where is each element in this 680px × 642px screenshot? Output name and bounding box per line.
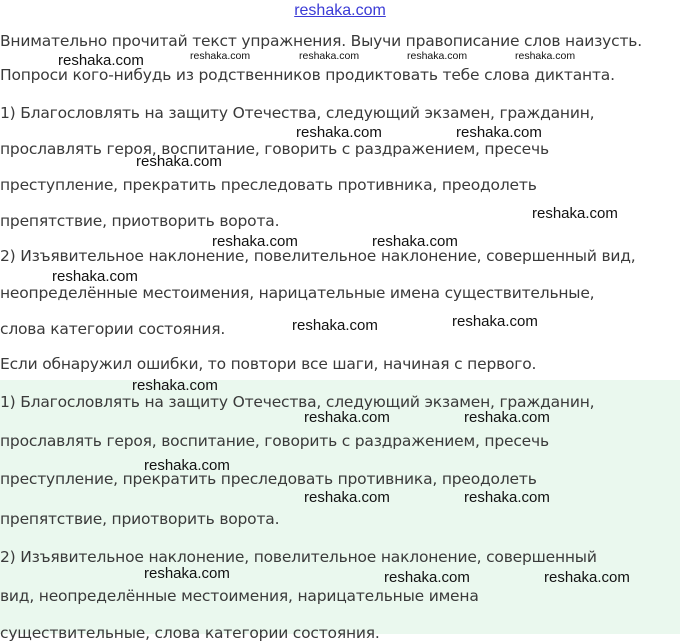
watermark: reshaka.com <box>515 50 576 62</box>
watermark: reshaka.com <box>384 569 470 586</box>
watermark: reshaka.com <box>304 489 390 506</box>
answer-line-3: преступление, прекратить преследовать противника, преодолеть <box>0 470 537 488</box>
watermark: reshaka.com <box>190 50 251 62</box>
watermark: reshaka.com <box>136 153 222 170</box>
task-line-5: преступление, прекратить преследовать противника, преодолеть <box>0 176 537 194</box>
watermark: reshaka.com <box>464 489 550 506</box>
watermark: reshaka.com <box>144 565 230 582</box>
site-link[interactable]: reshaka.com <box>294 2 386 19</box>
task-line-10: Если обнаружил ошибки, то повтори все шаги, начиная с первого. <box>0 355 537 373</box>
watermark: reshaka.com <box>304 409 390 426</box>
watermark: reshaka.com <box>292 317 378 334</box>
task-line-3: 1) Благословлять на защиту Отечества, следующий экзамен, гражданин, <box>0 104 595 122</box>
watermark: reshaka.com <box>407 50 468 62</box>
task-line-8: неопределённые местоимения, нарицательные имена существительные, <box>0 284 595 302</box>
watermark: reshaka.com <box>296 124 382 141</box>
watermark: reshaka.com <box>544 569 630 586</box>
watermark: reshaka.com <box>299 50 360 62</box>
watermark: reshaka.com <box>464 409 550 426</box>
watermark: reshaka.com <box>532 205 618 222</box>
answer-line-1: 1) Благословлять на защиту Отечества, следующий экзамен, гражданин, <box>0 393 595 411</box>
answer-line-4: препятствие, приотворить ворота. <box>0 510 280 528</box>
task-line-9: слова категории состояния. <box>0 320 226 338</box>
answer-line-7: существительные, слова категории состояния. <box>0 624 380 642</box>
watermark: reshaka.com <box>52 268 138 285</box>
watermark: reshaka.com <box>212 233 298 250</box>
task-line-7: 2) Изъявительное наклонение, повелительное наклонение, совершенный вид, <box>0 247 636 265</box>
task-line-6: препятствие, приотворить ворота. <box>0 212 280 230</box>
watermark: reshaka.com <box>144 457 230 474</box>
task-line-2: Попроси кого-нибудь из родственников продиктовать тебе слова диктанта. <box>0 66 615 84</box>
task-line-4: прославлять героя, воспитание, говорить с раздражением, пресечь <box>0 140 549 158</box>
answer-line-6: вид, неопределённые местоимения, нарицательные имена <box>0 587 479 605</box>
task-line-1: Внимательно прочитай текст упражнения. Выучи правописание слов наизусть. <box>0 32 642 50</box>
answer-line-5: 2) Изъявительное наклонение, повелительное наклонение, совершенный <box>0 548 597 566</box>
watermark: reshaka.com <box>452 313 538 330</box>
watermark: reshaka.com <box>132 377 218 394</box>
answer-line-2: прославлять героя, воспитание, говорить с раздражением, пресечь <box>0 432 549 450</box>
watermark: reshaka.com <box>58 52 144 69</box>
watermark: reshaka.com <box>372 233 458 250</box>
watermark: reshaka.com <box>456 124 542 141</box>
